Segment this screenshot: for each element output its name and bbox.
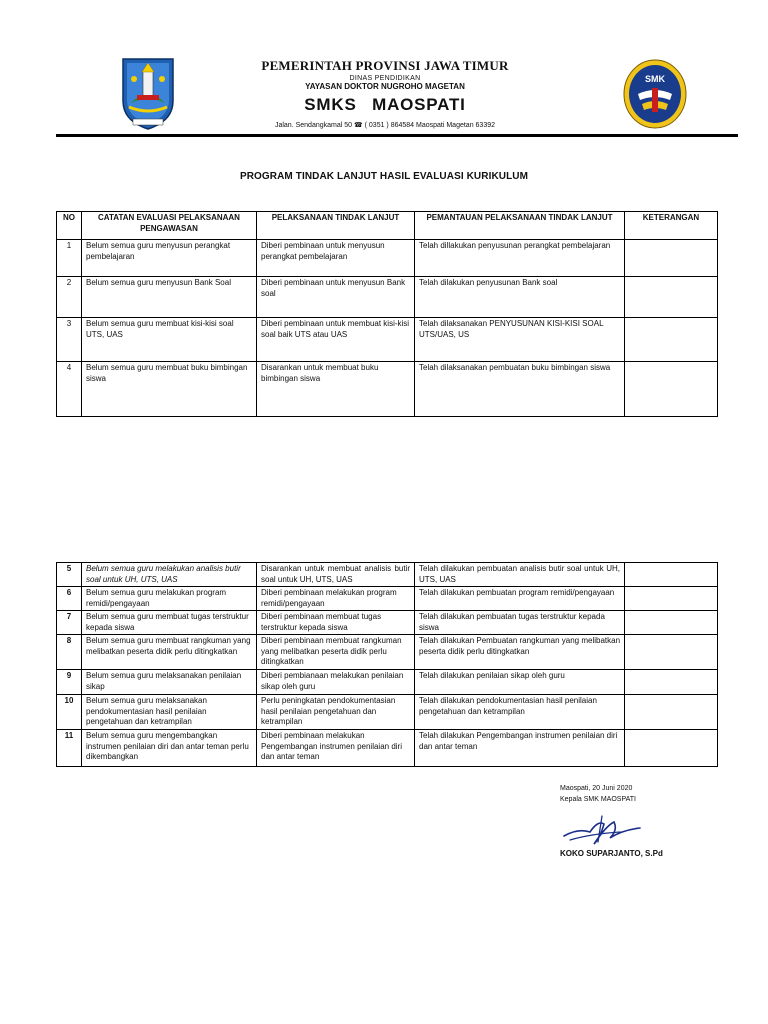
row-number: 6 [57, 587, 82, 611]
row-number: 10 [57, 695, 82, 730]
monitoring-result: Telah dilakukan pembuatan program remidi/pengayaan [415, 587, 625, 611]
table-row [57, 362, 718, 417]
table-row [57, 318, 718, 362]
signer-name: KOKO SUPARJANTO, S.Pd [560, 849, 663, 858]
monitoring-result: Telah dilakukan pendokumentasian hasil penilaian pengetahuan dan ketrampilan [415, 695, 625, 730]
table-row [57, 611, 718, 635]
evaluation-note: Belum semua guru membuat kisi-kisi soal UTS, UAS [82, 318, 257, 362]
evaluation-note: Belum semua guru melakukan analisis butir soal untuk UH, UTS, UAS [82, 563, 257, 587]
remarks [625, 587, 718, 611]
province-emblem-icon [119, 55, 177, 131]
table-row [57, 587, 718, 611]
remarks [625, 695, 718, 730]
header-no: NO [57, 212, 82, 240]
remarks [625, 362, 718, 417]
remarks [625, 277, 718, 318]
row-number: 5 [57, 563, 82, 587]
follow-up-action: Disarankan untuk membuat analisis butir soal untuk UH, UTS, UAS [257, 563, 415, 587]
follow-up-action: Diberi pembianaan melakukan penilaian sikap oleh guru [257, 670, 415, 695]
table-row [57, 695, 718, 730]
follow-up-action: Diberi pembinaan membuat rangkuman yang melibatkan peserta didik perlu ditingkatkan [257, 635, 415, 670]
evaluation-table-part-1 [56, 211, 718, 417]
table-row [57, 730, 718, 767]
monitoring-result: Telah dilakukan penyusunan Bank soal [415, 277, 625, 318]
smk-emblem-icon [622, 58, 688, 130]
remarks [625, 563, 718, 587]
letterhead-rule [56, 134, 738, 137]
row-number: 1 [57, 240, 82, 277]
row-number: 11 [57, 730, 82, 767]
follow-up-action: Diberi pembinaan membuat tugas terstruktur kepada siswa [257, 611, 415, 635]
signature-block [560, 783, 636, 805]
monitoring-result: Telah dilaksanakan PENYUSUNAN KISI-KISI SOAL UTS/UAS, US [415, 318, 625, 362]
header-keterangan: KETERANGAN [625, 212, 718, 240]
follow-up-action: Diberi pembinaan melakukan Pengembangan instrumen penilaian diri dan antar teman [257, 730, 415, 767]
letterhead [200, 58, 570, 129]
evaluation-table-part-2 [56, 562, 718, 767]
monitoring-result: Telah dilakukan Pembuatan rangkuman yang melibatkan peserta didik perlu ditingkatkan [415, 635, 625, 670]
evaluation-note: Belum semua guru membuat rangkuman yang melibatkan peserta didik perlu ditingkatkan [82, 635, 257, 670]
row-number: 4 [57, 362, 82, 417]
follow-up-action: Diberi pembinaan untuk menyusun Bank soal [257, 277, 415, 318]
foundation-name: YAYASAN DOKTOR NUGROHO MAGETAN [305, 82, 465, 91]
row-number: 2 [57, 277, 82, 318]
header-pelaksanaan: PELAKSANAAN TINDAK LANJUT [257, 212, 415, 240]
signer-position: Kepala SMK MAOSPATI [560, 796, 636, 803]
monitoring-result: Telah dilakukan pembuatan analisis butir soal untuk UH, UTS, UAS [415, 563, 625, 587]
evaluation-note: Belum semua guru membuat buku bimbingan siswa [82, 362, 257, 417]
table-row [57, 635, 718, 670]
follow-up-action: Diberi pembinaan untuk membuat kisi-kisi soal baik UTS atau UAS [257, 318, 415, 362]
table-header-row [57, 212, 718, 240]
row-number: 3 [57, 318, 82, 362]
remarks [625, 318, 718, 362]
table-row [57, 563, 718, 587]
monitoring-result: Telah dilakukan Pengembangan instrumen penilaian diri dan antar teman [415, 730, 625, 767]
follow-up-action: Disarankan untuk membuat buku bimbingan siswa [257, 362, 415, 417]
evaluation-note: Belum semua guru melakukan program remidi/pengayaan [82, 587, 257, 611]
remarks [625, 635, 718, 670]
remarks [625, 611, 718, 635]
header-pemantauan: PEMANTAUAN PELAKSANAAN TINDAK LANJUT [415, 212, 625, 240]
government-name: PEMERINTAH PROVINSI JAWA TIMUR [261, 58, 509, 73]
evaluation-note: Belum semua guru menyusun perangkat pembelajaran [82, 240, 257, 277]
table-row [57, 240, 718, 277]
evaluation-note: Belum semua guru melaksanakan penilaian sikap [82, 670, 257, 695]
remarks [625, 730, 718, 767]
monitoring-result: Telah dilaksanakan pembuatan buku bimbingan siswa [415, 362, 625, 417]
remarks [625, 670, 718, 695]
monitoring-result: Telah dilakukan pembuatan tugas terstruktur kepada siswa [415, 611, 625, 635]
row-number: 8 [57, 635, 82, 670]
department-name: DINAS PENDIDIKAN [349, 75, 421, 82]
evaluation-note: Belum semua guru mengembangkan instrumen penilaian diri dan antar teman perlu dikembangkan [82, 730, 257, 767]
school-address: Jalan. Sendangkamal 50 ☎ ( 0351 ) 864584 Maospati Magetan 63392 [274, 122, 496, 129]
follow-up-action: Diberi pembinaan melakukan program remidi/pengayaan [257, 587, 415, 611]
handwritten-signature-icon [560, 808, 644, 850]
follow-up-action: Perlu peningkatan pendokumentasian hasil penilaian pengetahuan dan ketrampilan [257, 695, 415, 730]
monitoring-result: Telah dilakukan penilaian sikap oleh guru [415, 670, 625, 695]
place-date: Maospati, 20 Juni 2020 [560, 785, 633, 792]
table-row [57, 277, 718, 318]
row-number: 9 [57, 670, 82, 695]
table-row [57, 670, 718, 695]
school-name: SMKS MAOSPATI [304, 95, 466, 114]
smk-emblem-text: SMK [645, 74, 665, 84]
evaluation-note: Belum semua guru melaksanakan pendokumentasian hasil penilaian pengetahuan dan ketrampilan [82, 695, 257, 730]
evaluation-note: Belum semua guru membuat tugas terstruktur kepada siswa [82, 611, 257, 635]
header-catatan: CATATAN EVALUASI PELAKSANAAN PENGAWASAN [82, 212, 257, 240]
monitoring-result: Telah dillakukan penyusunan perangkat pembelajaran [415, 240, 625, 277]
follow-up-action: Diberi pembinaan untuk menyusun perangkat pembelajaran [257, 240, 415, 277]
document-title: PROGRAM TINDAK LANJUT HASIL EVALUASI KURIKULUM [239, 171, 529, 182]
row-number: 7 [57, 611, 82, 635]
remarks [625, 240, 718, 277]
evaluation-note: Belum semua guru menyusun Bank Soal [82, 277, 257, 318]
